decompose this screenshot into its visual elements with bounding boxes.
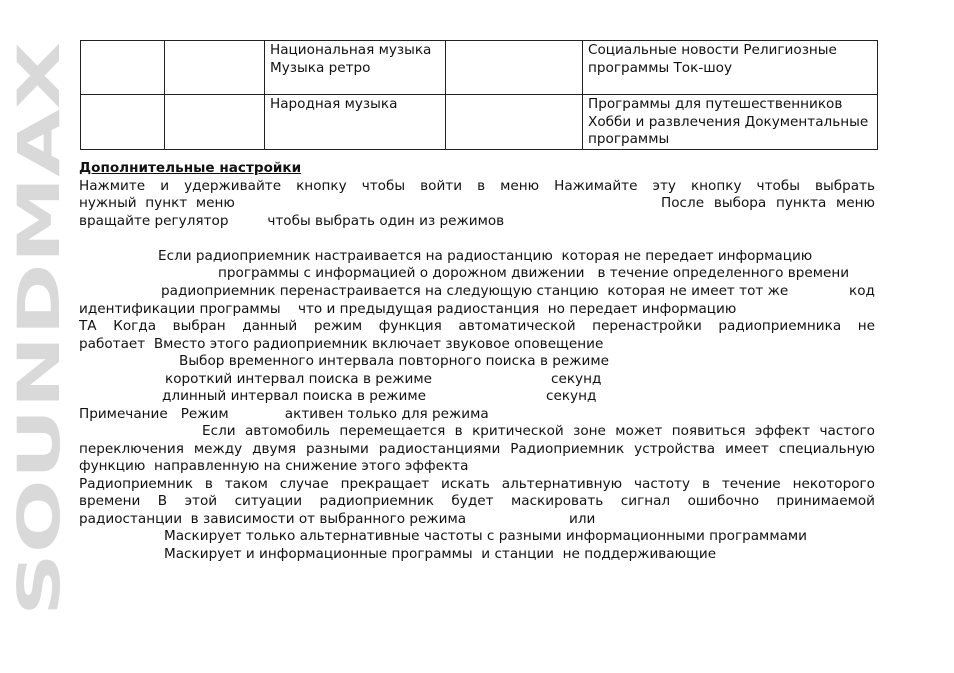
paragraph-line: функцию направленную на снижение этого эффекта (79, 458, 469, 474)
paragraph-line: переключения между двумя разными радиостанциями Радиоприемник устройства имеет специальную (79, 441, 875, 457)
paragraph-line: программы с информацией о дорожном движении в течение определенного времени (218, 265, 850, 281)
table-row (81, 41, 878, 95)
table-cell (81, 41, 165, 95)
paragraph-line: короткий интервал поиска в режиме (165, 371, 432, 387)
soundmax-watermark (5, 42, 73, 616)
paragraph-line: Нажмите и удерживайте кнопку чтобы войти в меню Нажимайте эту кнопку чтобы выбрать (79, 178, 875, 194)
paragraph-line: радиостанции в зависимости от выбранного режима (79, 511, 467, 527)
paragraph-line: Радиоприемник в таком случае прекращает искать альтернативную частоту в течение некоторого (79, 476, 875, 492)
paragraph-line: секунд (551, 371, 602, 387)
paragraph-line: ТА Когда выбран данный режим функция автоматической перенастройки радиоприемника не (79, 318, 875, 334)
paragraph-line: Маскирует только альтернативные частоты с разными информационными программами (164, 528, 807, 544)
table-cell: Программы для путешественников Хобби и развлечения Документальные программы (583, 95, 878, 150)
genre-table (80, 40, 878, 150)
paragraph-line: Выбор временного интервала повторного поиска в режиме (179, 353, 609, 369)
paragraph-line: секунд (546, 388, 597, 404)
paragraph-line: длинный интервал поиска в режиме (162, 388, 426, 404)
table-cell: Национальная музыка Музыка ретро (265, 41, 446, 95)
paragraph-line: Если радиоприемник настраивается на радиостанцию которая не передает информацию (158, 248, 813, 264)
table-cell: Социальные новости Религиозные программы Ток-шоу (583, 41, 878, 95)
paragraph-line: код (849, 283, 875, 299)
table-row (81, 95, 878, 150)
paragraph-line: или (569, 511, 596, 527)
table-cell (446, 95, 583, 150)
paragraph-line: Если автомобиль перемещается в критической зоне может появиться эффект частого (202, 423, 875, 439)
paragraph-line: работает Вместо этого радиоприемник включает звуковое оповещение (79, 336, 604, 352)
paragraph-line: идентификации программы что и предыдущая радиостанция но передает информацию (79, 301, 737, 317)
table-cell (165, 41, 265, 95)
paragraph-line: вращайте регулятор чтобы выбрать один из режимов (79, 213, 505, 229)
table-cell (446, 41, 583, 95)
table-cell: Народная музыка (265, 95, 446, 150)
section-heading: Дополнительные настройки (79, 160, 302, 176)
paragraph-line: времени В этой ситуации радиоприемник будет маскировать сигнал ошибочно принимаемой (79, 493, 875, 509)
note-line: Примечание Режим активен только для режима (79, 406, 489, 422)
soundmax-watermark-text: SOUNDMAX (5, 233, 73, 616)
paragraph-line: нужный пункт меню (79, 195, 235, 211)
table-cell (165, 95, 265, 150)
paragraph-line: радиоприемник перенастраивается на следующую станцию которая не имеет тот же (161, 283, 789, 299)
table-cell (81, 95, 165, 150)
paragraph-line: Маскирует и информационные программы и станции не поддерживающие (164, 546, 717, 562)
paragraph-line: После выбора пункта меню (661, 195, 875, 211)
